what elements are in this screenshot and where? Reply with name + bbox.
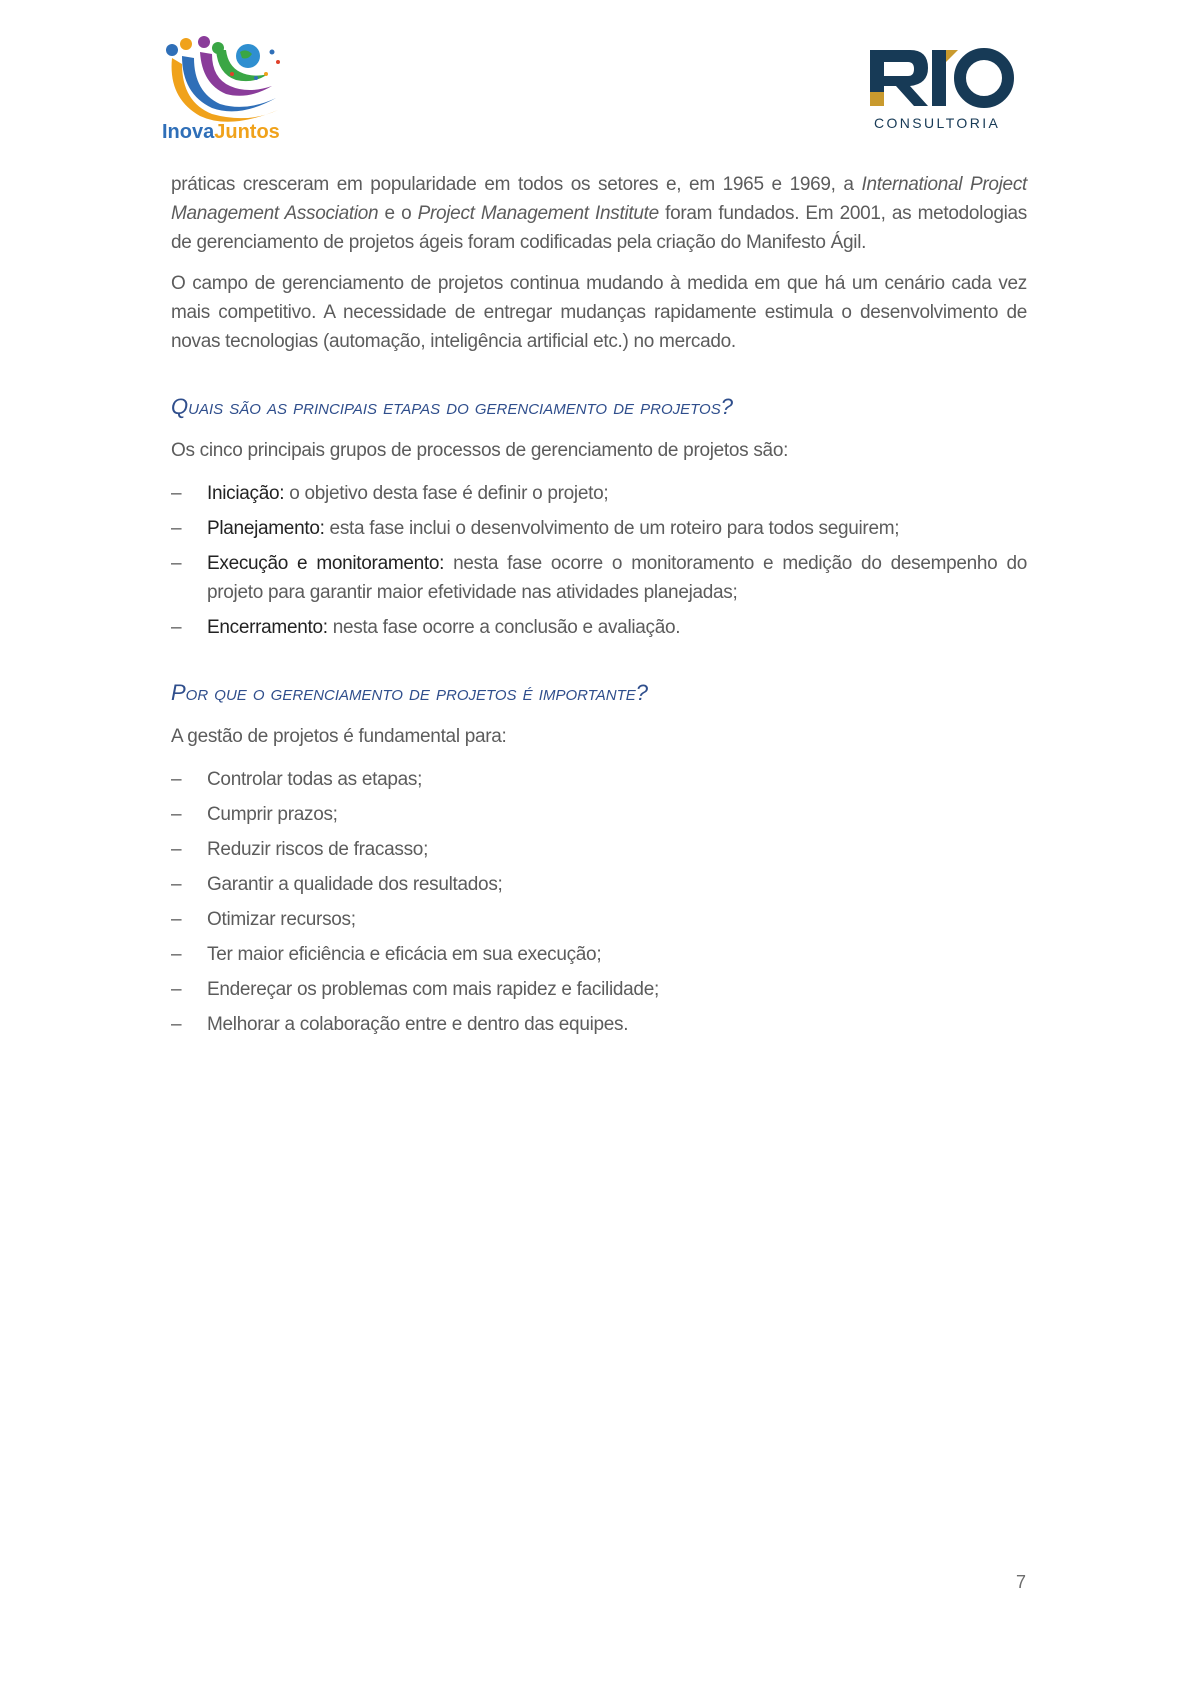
list-item: – Controlar todas as etapas; xyxy=(171,769,423,790)
list-item: – Ter maior eficiência e eficácia em sua execução; xyxy=(171,944,602,965)
section-lead-importancia: A gestão de projetos é fundamental para: xyxy=(171,726,507,747)
section-lead-etapas: Os cinco principais grupos de processos de gerenciamento de projetos são: xyxy=(171,440,789,461)
importance-list xyxy=(171,765,1027,1039)
list-item: – Execução e monitoramento: nesta fase ocorre o monitoramento e medição do desempenho do projeto para garantir maior efetividade nas atividades planejadas; xyxy=(171,553,1027,603)
logo-subtitle: CONSULTORIA xyxy=(874,115,1001,131)
inovajuntos-logo xyxy=(160,28,300,146)
list-item: – Endereçar os problemas com mais rapidez e facilidade; xyxy=(171,979,659,1000)
list-item: – Planejamento: esta fase inclui o desenvolvimento de um roteiro para todos seguirem; xyxy=(171,518,900,539)
list-item: – Garantir a qualidade dos resultados; xyxy=(171,874,503,895)
logo-text-inova: Inova xyxy=(162,121,215,143)
document-body xyxy=(171,170,1027,1045)
intro-paragraph-1: práticas cresceram em popularidade em todos os setores e, em 1965 e 1969, a International Project Management Association e o Project Management Institute foram fundados. Em 2001, as metodologias de gerenciamento de projetos ágeis foram codificadas pela criação do Manifesto Ágil. xyxy=(171,174,1028,253)
list-item: – Melhorar a colaboração entre e dentro das equipes. xyxy=(171,1014,629,1035)
process-groups-list xyxy=(171,479,1027,642)
list-item: – Reduzir riscos de fracasso; xyxy=(171,839,429,860)
section-heading-etapas: Quais são as principais etapas do gerenciamento de projetos? xyxy=(171,394,733,419)
list-item: – Cumprir prazos; xyxy=(171,804,338,825)
intro-paragraph-2: O campo de gerenciamento de projetos continua mudando à medida em que há um cenário cada vez mais competitivo. A necessidade de entregar mudanças rapidamente estimula o desenvolvimento de novas tecnologias (automação, inteligência artificial etc.) no mercado. xyxy=(171,273,1027,352)
page-number: 7 xyxy=(1016,1572,1027,1592)
list-item: – Iniciação: o objetivo desta fase é definir o projeto; xyxy=(171,483,609,504)
logo-text-juntos: Juntos xyxy=(214,121,280,143)
section-heading-importancia: Por que o gerenciamento de projetos é importante? xyxy=(171,680,648,705)
r10-consultoria-logo xyxy=(866,44,1016,134)
list-item: – Otimizar recursos; xyxy=(171,909,356,930)
svg-text:InovaJuntos xyxy=(162,121,280,143)
list-item: – Encerramento: nesta fase ocorre a conclusão e avaliação. xyxy=(171,617,681,638)
